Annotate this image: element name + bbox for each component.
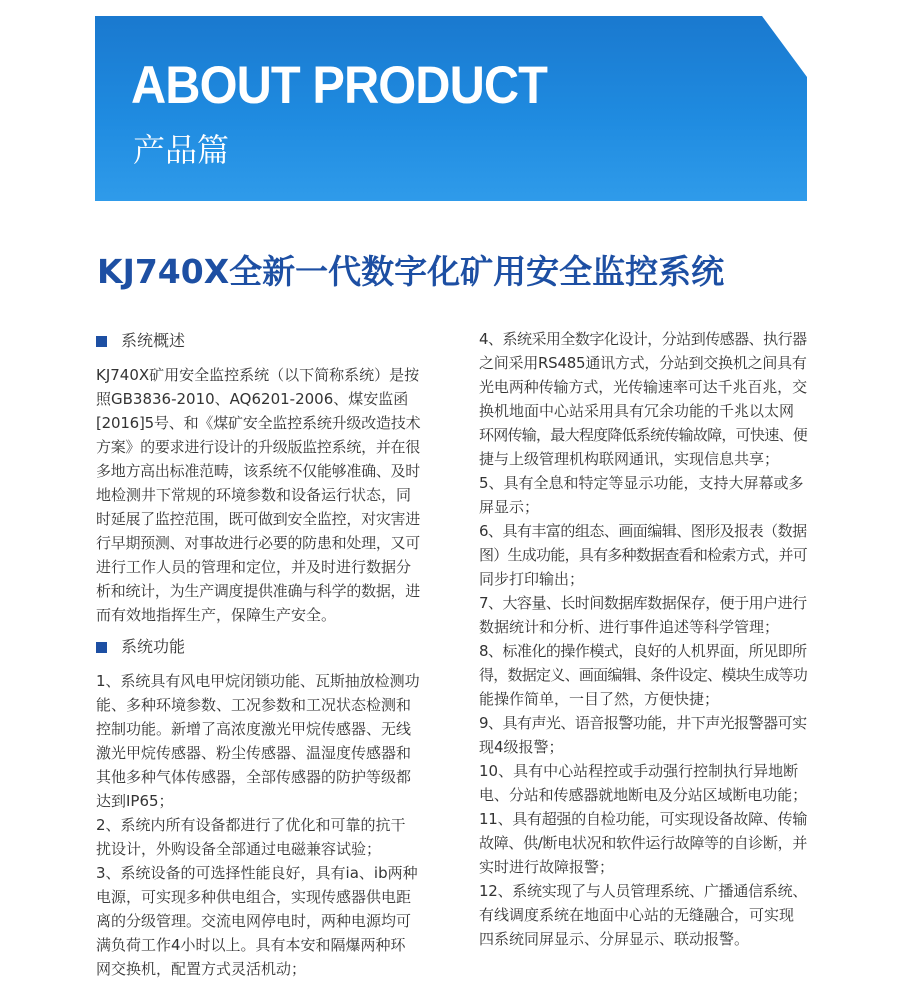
left-column (96, 327, 420, 981)
text-line: 实时进行故障报警； (479, 858, 615, 876)
text-line: 换机地面中心站采用具有冗余功能的千兆以太网 (479, 402, 795, 420)
text-line: 进行工作人员的管理和定位，并及时进行数据分 (96, 558, 412, 576)
text-line: 同步打印输出； (479, 570, 585, 588)
overview-paragraph (96, 363, 420, 627)
text-line: 6、具有丰富的组态、画面编辑、图形及报表（数据 (479, 522, 807, 540)
text-line: 3、系统设备的可选择性能良好，具有ia、ib两种 (96, 864, 418, 882)
banner-title-zh: 产品篇 (133, 131, 230, 169)
text-line: 其他多种气体传感器，全部传感器的防护等级都 (96, 768, 412, 786)
text-line: 屏显示； (479, 498, 540, 516)
text-line: 扰设计，外购设备全部通过电磁兼容试验； (96, 840, 382, 858)
text-line: KJ740X矿用安全监控系统（以下简称系统）是按 (96, 366, 420, 384)
text-line: 能操作简单，一目了然，方便快捷； (479, 690, 720, 708)
text-line: [2016]5号、和《煤矿安全监控系统升级改造技术 (96, 414, 421, 432)
text-line: 照GB3836-2010、AQ6201-2006、煤安监函 (96, 390, 409, 408)
text-line: 之间采用RS485通讯方式，分站到交换机之间具有 (479, 354, 807, 372)
right-column (479, 327, 807, 951)
functions-list-right (479, 327, 807, 951)
text-line: 激光甲烷传感器、粉尘传感器、温湿度传感器和 (96, 744, 412, 762)
text-line: 离的分级管理。交流电网停电时，两种电源均可 (96, 912, 412, 930)
text-line: 4、系统采用全数字化设计，分站到传感器、执行器 (479, 330, 807, 348)
text-line: 能、多种环境参数、工况参数和工况状态检测和 (96, 696, 412, 714)
section-heading-label: 系统功能 (121, 637, 186, 656)
text-line: 控制功能。新增了高浓度激光甲烷传感器、无线 (96, 720, 412, 738)
text-line: 析和统计，为生产调度提供准确与科学的数据，进 (96, 582, 421, 600)
text-line: 现4级报警； (479, 738, 564, 756)
text-line: 10、具有中心站程控或手动强行控制执行异地断 (479, 762, 799, 780)
text-line: 时延展了监控范围，既可做到安全监控，对灾害进 (96, 510, 421, 528)
text-line: 环网传输，最大程度降低系统传输故障，可快速、便 (479, 426, 808, 444)
text-line: 9、具有声光、语音报警功能，井下声光报警器可实 (479, 714, 807, 732)
functions-list-left (96, 669, 420, 981)
text-line: 得，数据定义、画面编辑、条件设定、模块生成等功 (479, 666, 808, 684)
bullet-square-icon (96, 336, 107, 347)
text-line: 有线调度系统在地面中心站的无缝融合，可实现 (479, 906, 795, 924)
text-line: 方案》的要求进行设计的升级版监控系统，并在很 (96, 438, 421, 456)
section-heading-overview (96, 327, 420, 355)
text-line: 电源，可实现多种供电组合，实现传感器供电距 (96, 888, 412, 906)
text-line: 5、具有全息和特定等显示功能，支持大屏幕或多 (479, 474, 804, 492)
text-line: 图）生成功能，具有多种数据查看和检索方式，并可 (479, 546, 808, 564)
text-line: 数据统计和分析、进行事件追述等科学管理； (479, 618, 780, 636)
text-line: 电、分站和传感器就地断电及分站区域断电功能； (479, 786, 808, 804)
text-line: 行早期预测、对事故进行必要的防患和处理，又可 (96, 534, 421, 552)
text-line: 11、具有超强的自检功能，可实现设备故障、传输 (479, 810, 808, 828)
text-line: 地检测井下常规的环境参数和设备运行状态，同 (96, 486, 412, 504)
text-line: 四系统同屏显示、分屏显示、联动报警。 (479, 930, 750, 948)
text-line: 2、系统内所有设备都进行了优化和可靠的抗干 (96, 816, 406, 834)
bullet-square-icon (96, 642, 107, 653)
section-heading-label: 系统概述 (121, 331, 186, 350)
banner-title-en: ABOUT PRODUCT (131, 56, 548, 115)
document-title: KJ740X全新一代数字化矿用安全监控系统 (97, 252, 725, 291)
text-line: 而有效地指挥生产，保障生产安全。 (96, 606, 337, 624)
text-line: 7、大容量、长时间数据库数据保存，便于用户进行 (479, 594, 807, 612)
section-heading-functions (96, 633, 420, 661)
text-line: 光电两种传输方式，光传输速率可达千兆百兆，交 (479, 378, 808, 396)
text-line: 捷与上级管理机构联网通讯，实现信息共享； (479, 450, 780, 468)
text-line: 达到IP65； (96, 792, 174, 810)
text-line: 故障、供/断电状况和软件运行故障等的自诊断，并 (479, 834, 808, 852)
text-line: 网交换机，配置方式灵活机动； (96, 960, 307, 978)
text-line: 8、标准化的操作模式，良好的人机界面，所见即所 (479, 642, 807, 660)
text-line: 12、系统实现了与人员管理系统、广播通信系统、 (479, 882, 808, 900)
text-line: 1、系统具有风电甲烷闭锁功能、瓦斯抽放检测功 (96, 672, 420, 690)
text-line: 多地方高出标准范畴，该系统不仅能够准确、及时 (96, 462, 421, 480)
text-line: 满负荷工作4小时以上。具有本安和隔爆两种环 (96, 936, 406, 954)
